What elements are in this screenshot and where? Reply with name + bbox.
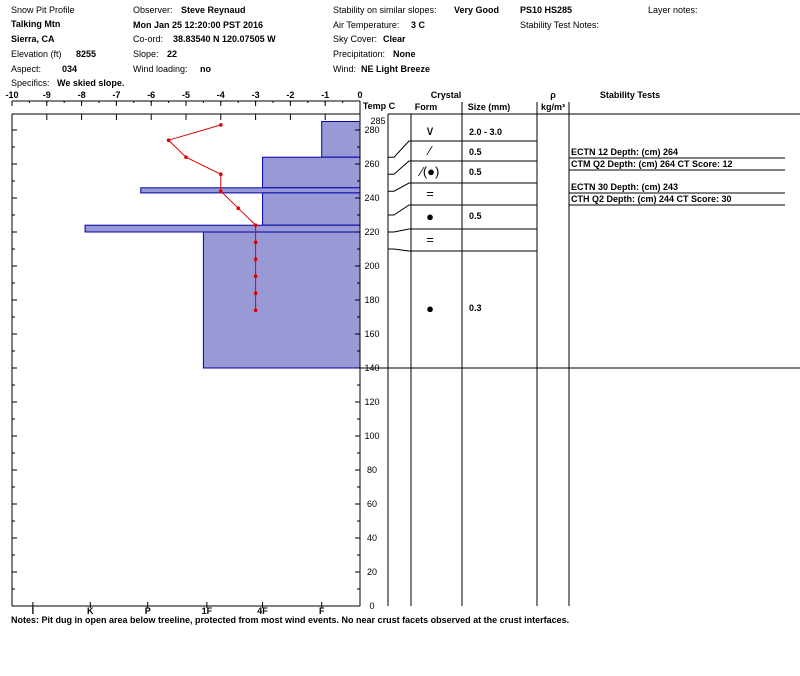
temp-tick-label: -3 [251, 90, 260, 100]
layer-connector-0 [388, 141, 411, 157]
hardness-layer-3 [263, 193, 360, 225]
layer-connector-1 [388, 161, 411, 174]
specifics-value: We skied slope. [57, 78, 125, 88]
hardness-layer-2 [141, 188, 360, 193]
layer-notes-label: Layer notes: [648, 5, 698, 15]
layer-form-6: ● [426, 301, 434, 316]
wind-loading-value: no [200, 64, 211, 74]
temp-tick-label: -4 [216, 90, 225, 100]
depth-top-label: 285 [370, 116, 386, 126]
temp-tick-label: -1 [321, 90, 330, 100]
temp-point-3 [219, 172, 223, 176]
depth-tick-label: 80 [366, 465, 378, 475]
temp-tick-label: -5 [181, 90, 191, 100]
depth-tick-label: 0 [369, 601, 375, 611]
hardness-layer-4 [85, 225, 360, 232]
temp-point-10 [254, 291, 258, 295]
stability-label: Stability on similar slopes: [333, 5, 437, 15]
stability-value: Very Good [454, 5, 500, 15]
stability-test-0: ECTN 12 Depth: (cm) 264 [571, 147, 679, 157]
temp-tick-label: -2 [286, 90, 295, 100]
layer-form-1: ∕ [428, 143, 432, 158]
elevation-label: Elevation (ft) [11, 49, 62, 59]
aspect-label: Aspect: [11, 64, 42, 74]
wind-label: Wind: [333, 64, 357, 74]
depth-tick-label: 40 [366, 533, 378, 543]
depth-tick-label: 220 [364, 227, 380, 237]
specifics-label: Specifics: [11, 78, 50, 88]
temp-point-11 [254, 308, 258, 312]
temp-point-5 [236, 206, 240, 210]
precip-label: Precipitation: [333, 49, 386, 59]
hardness-tick-label: K [87, 606, 94, 616]
layer-form-5: = [426, 232, 434, 247]
temp-column-header: Temp C [362, 101, 396, 111]
stability-test-1: CTM Q2 Depth: (cm) 264 CT Score: 12 [571, 159, 733, 169]
hardness-tick-label: I [31, 606, 35, 616]
wind-loading-label: Wind loading: [133, 64, 188, 74]
sky-label: Sky Cover: [333, 34, 378, 44]
hardness-layer-5 [203, 232, 360, 368]
temp-tick-label: -6 [147, 90, 156, 100]
depth-tick-label: 160 [364, 329, 380, 339]
depth-tick-label: 180 [364, 295, 380, 305]
temp-point-4 [219, 189, 223, 193]
chart-labels [5, 90, 732, 616]
size-header: Size (mm) [467, 102, 511, 112]
wind-value: NE Light Breeze [361, 64, 431, 74]
depth-tick-label: 280 [364, 125, 380, 135]
temp-tick-label: 0 [357, 90, 363, 100]
layer-form-4: ● [426, 209, 434, 224]
depth-tick-label: 60 [366, 499, 378, 509]
hardness-layer-1 [263, 157, 360, 188]
air-temp-label: Air Temperature: [333, 20, 400, 30]
rho-header: ρ [550, 90, 556, 100]
stability-test-notes-label: Stability Test Notes: [520, 20, 599, 30]
temp-point-7 [254, 240, 258, 244]
coord-label: Co-ord: [133, 34, 164, 44]
stability-header: Stability Tests [599, 90, 661, 100]
hardness-layers [85, 122, 360, 369]
air-temp-value: 3 C [411, 20, 426, 30]
depth-tick-label: 100 [364, 431, 380, 441]
temp-tick-label: -7 [112, 90, 121, 100]
precip-value: None [393, 49, 416, 59]
layer-form-2: ∕(●) [420, 164, 440, 179]
depth-tick-label: 200 [364, 261, 380, 271]
layer-connector-5 [388, 249, 411, 251]
temp-point-2 [184, 155, 188, 159]
slope-value: 22 [167, 49, 178, 59]
layer-form-3: = [426, 186, 434, 201]
temp-point-1 [167, 138, 171, 142]
layer-form-0: ∨ [425, 123, 435, 138]
location: Talking Mtn [11, 19, 61, 29]
observer-label: Observer: [133, 5, 173, 15]
layer-size-4: 0.5 [469, 211, 482, 221]
datetime: Mon Jan 25 12:20:00 PST 2016 [133, 20, 264, 30]
layer-connector-3 [388, 205, 411, 215]
depth-tick-label: 240 [364, 193, 380, 203]
hardness-tick-label: 4F [257, 606, 268, 616]
temp-point-8 [254, 257, 258, 261]
hardness-tick-label: P [144, 606, 151, 616]
depth-tick-label: 140 [364, 363, 380, 373]
hardness-layer-0 [322, 122, 360, 158]
layer-connector-2 [388, 183, 411, 191]
layer-size-2: 0.5 [469, 167, 482, 177]
stability-test-2: ECTN 30 Depth: (cm) 243 [571, 182, 679, 192]
layer-size-1: 0.5 [469, 147, 482, 157]
temp-tick-label: -10 [5, 90, 19, 100]
depth-tick-label: 120 [364, 397, 380, 407]
layer-connector-4 [388, 229, 411, 232]
hardness-tick-label: 1F [201, 606, 213, 616]
pit-notes: Notes: Pit dug in open area below treeline, protected from most wind events. No near crust facets observed at the crust interfaces. [11, 615, 570, 625]
depth-tick-label: 260 [364, 159, 380, 169]
coord-value: 38.83540 N 120.07505 W [173, 34, 276, 44]
aspect-value: 034 [62, 64, 78, 74]
temp-point-6 [254, 223, 258, 227]
hardness-tick-label: F [318, 606, 325, 616]
temp-point-0 [219, 123, 223, 127]
elevation-value: 8255 [76, 49, 97, 59]
stability-test-3: CTH Q2 Depth: (cm) 244 CT Score: 30 [571, 194, 732, 204]
temp-tick-label: -8 [77, 90, 86, 100]
temp-point-9 [254, 274, 258, 278]
layer-size-0: 2.0 - 3.0 [469, 127, 503, 137]
layer-size-6: 0.3 [469, 303, 482, 313]
slope-label: Slope: [133, 49, 159, 59]
observer-value: Steve Reynaud [181, 5, 246, 15]
crystal-header: Crystal [430, 90, 462, 100]
rho-units: kg/m³ [540, 102, 566, 112]
form-header: Form [414, 102, 438, 112]
region: Sierra, CA [11, 34, 55, 44]
temp-tick-label: -9 [42, 90, 51, 100]
depth-tick-label: 20 [366, 567, 378, 577]
profile-title: Snow Pit Profile [11, 5, 75, 15]
ps-hs: PS10 HS285 [520, 5, 573, 15]
sky-value: Clear [383, 34, 406, 44]
